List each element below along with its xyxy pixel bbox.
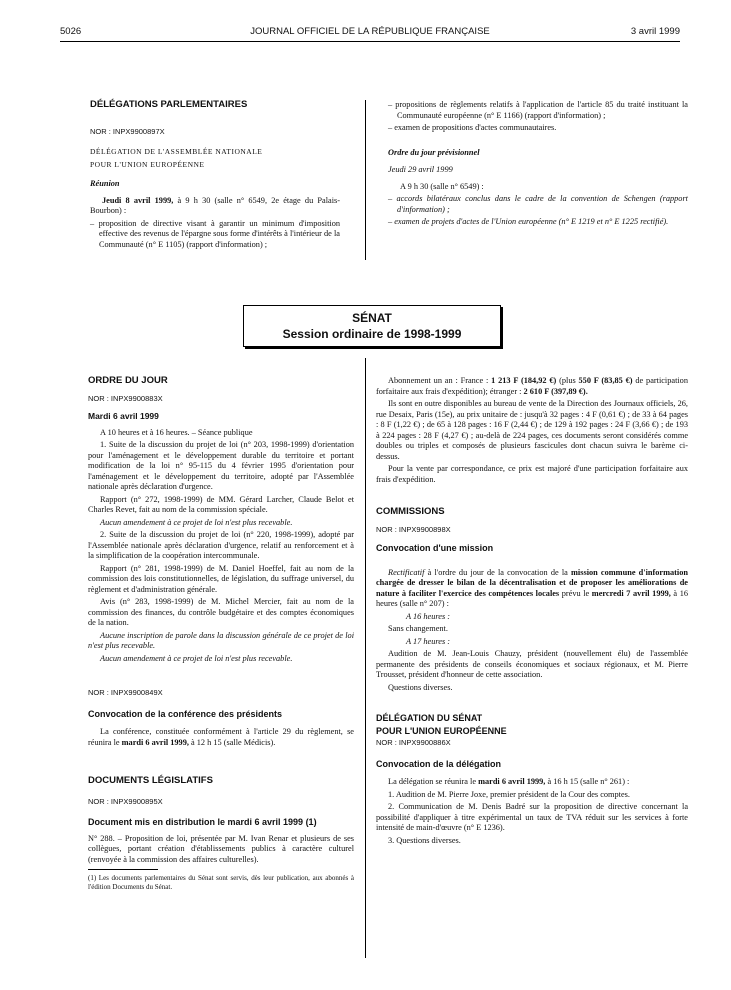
price-etranger: 2 610 F (397,89 €). — [523, 386, 588, 396]
right-column — [376, 376, 688, 848]
ordre-nor: NOR : INPX9900883X — [88, 393, 163, 403]
ordre-paragraph: Rapport (n° 272, 1998-1999) de MM. Gérard Larcher, Claude Belot et Charles Revet, fait au nom de la commission spéciale. — [88, 494, 354, 514]
delegations-continued — [388, 100, 688, 230]
ordre-paragraph: Rapport (n° 281, 1998-1999) de M. Daniel Hoeffel, fait au nom de la commission des lois constitutionnelles, de législation, du suffrage universel, du règlement et d'administration générale. — [88, 563, 354, 594]
agenda-item: – proposition de directive visant à garantir un minimum d'imposition effective des revenus de l'épargne sous forme d'intérêts à l'intérieur de la Communauté (n° E 1105) (rapport d'information) ; — [90, 218, 340, 249]
agenda-item: – examen de projets d'actes de l'Union européenne (n° E 1219 et n° E 1225 rectifié). — [388, 217, 669, 226]
mission-name: mission commune d'information chargée de dresser le bilan de la décentralisation et de proposer les améliorations de nature à faciliter l'exercice des compétences locales — [376, 567, 689, 598]
conference-text: La conférence, constituée conformément à l'article 29 du règlement, se réunira le — [88, 727, 354, 747]
commissions-title: COMMISSIONS — [376, 506, 445, 517]
page-header — [60, 26, 680, 40]
agenda-item: – examen de propositions d'actes communautaires. — [388, 123, 557, 132]
agenda-item: – accords bilatéraux conclus dans le cadre de la convention de Schengen (rapport d'information) ; — [388, 194, 688, 214]
conference-nor: NOR : INPX9900849X — [88, 688, 163, 697]
reunion-heading: Réunion — [90, 179, 120, 188]
previsionnel-date: Jeudi 29 avril 1999 — [388, 165, 453, 174]
commissions-paragraph: Questions diverses. — [388, 682, 453, 692]
delegation-senat-nor: NOR : INPX9900886X — [376, 738, 451, 747]
senat-title: SÉNAT — [352, 311, 392, 325]
senat-session: Session ordinaire de 1998-1999 — [282, 327, 462, 341]
delegation-senat-subtitle: Convocation de la délégation — [376, 758, 502, 769]
abonnement-paragraph: Pour la vente par correspondance, ce prix est majoré d'une participation forfaitaire aux frais d'expédition. — [376, 464, 688, 484]
commissions-paragraph: Audition de M. Jean-Louis Chauzy, président (nouvellement élu) de l'assemblée permanente des présidents de conseils économiques et sociaux régionaux, et M. Pierre Trousset, président d'honneur de cette association. — [376, 649, 688, 679]
reunion-date — [90, 196, 340, 217]
previsionnel-heading: Ordre du jour prévisionnel — [388, 147, 480, 157]
mission-date: mercredi 7 avril 1999, — [591, 588, 671, 598]
delegation-senat-title1: DÉLÉGATION DU SÉNAT — [376, 713, 483, 723]
delegation-org: DÉLÉGATION DE L'ASSEMBLÉE NATIONALE — [90, 147, 263, 156]
documents-paragraph: N° 288. – Proposition de loi, présentée par M. Ivan Renar et plusieurs de ses collègues, portant création d'établissements publics à caractère culturel (renvoyée à la commission des affaires culturelles). — [88, 833, 354, 864]
reunion-date-bold: Jeudi 8 avril 1999, — [102, 195, 174, 205]
conference-paragraph — [88, 727, 354, 748]
ordre-paragraph: Avis (n° 283, 1998-1999) de M. Michel Mercier, fait au nom de la commission des finances, du contrôle budgétaire et des comptes économiques de la nation. — [88, 597, 354, 627]
issue-date: 3 avril 1999 — [630, 26, 680, 37]
abonnement-text: (plus — [556, 376, 579, 385]
header-rule — [60, 41, 680, 42]
journal-title: JOURNAL OFFICIEL DE LA RÉPUBLIQUE FRANÇAISE — [250, 26, 490, 37]
ordre-paragraph: Aucune inscription de parole dans la discussion générale de ce projet de loi n'est plus recevable. — [88, 630, 354, 650]
delegations-section — [90, 100, 340, 252]
commissions-paragraph — [376, 568, 688, 610]
footnote-rule — [88, 869, 158, 870]
previsionnel-time: A 9 h 30 (salle n° 6549) : — [400, 181, 484, 191]
delegation-senat-paragraph: 1. Audition de M. Pierre Joxe, premier président de la Cour des comptes. — [388, 789, 630, 799]
conference-text-end: à 12 h 15 (salle Médicis). — [188, 737, 276, 747]
delegations-title: DÉLÉGATIONS PARLEMENTAIRES — [90, 99, 248, 110]
delegation-senat-paragraph — [376, 777, 688, 788]
ordre-time: A 10 heures et à 16 heures. – Séance publique — [100, 427, 253, 437]
commissions-time: A 17 heures : — [406, 636, 451, 646]
delegation-text: La délégation se réunira le — [388, 777, 479, 786]
delegation-org2: POUR L'UNION EUROPÉENNE — [90, 159, 205, 169]
senat-banner — [243, 305, 501, 347]
footnote: (1) Les documents parlementaires du Sénat sont servis, dès leur publication, aux abonnés à l'édition Documents du Sénat. — [88, 874, 354, 891]
abonnement-text: de participation forfaitaire aux frais d'expédition); étranger : — [376, 376, 688, 396]
commissions-subtitle: Convocation d'une mission — [376, 543, 494, 553]
rectificatif: Rectificatif — [388, 567, 425, 577]
column-rule-top — [365, 100, 366, 260]
commissions-text: prévu le — [559, 588, 592, 598]
abonnement-text: Abonnement un an : France : — [388, 376, 492, 385]
reunion-date-rest: à 9 h 30 (salle n° 6549, 2e étage du Palais-Bourbon) : — [90, 195, 340, 215]
delegation-senat-paragraph: 2. Communication de M. Denis Badré sur la proposition de directive concernant la possibilité d'appliquer à titre expérimental un taux de TVA réduit sur les services à forte intensité de main-d'œuvre (n° E 1236). — [376, 802, 688, 832]
page-number: 5026 — [60, 26, 82, 37]
ordre-paragraph: 1. Suite de la discussion du projet de loi (n° 203, 1998-1999) d'orientation pour l'aménagement et le développement durable du territoire et portant modification de la loi n° 95-115 du 4 février 1995 d'orientation pour l'aménagement et le développement du territoire, adopté par l'Assemblée nationale après déclaration d'urgence. — [88, 440, 354, 491]
ordre-date: Mardi 6 avril 1999 — [88, 411, 159, 421]
commissions-paragraph: Sans changement. — [388, 624, 448, 633]
commissions-time: A 16 heures : — [406, 611, 451, 621]
abonnement-paragraph: Ils sont en outre disponibles au bureau de vente de la Direction des Journaux officiels, 26, rue Desaix, Paris (15e), au prix unitaire de : jusqu'à 32 pages : 4 F (0,61 €) ; de 33 à 64 pages : 8 F (1,22 €) ; de 65 à 128 pages : 16 F (2,44 €) ; de 129 à 192 pages : 24 F (3,66 €) ; de 193 à 224 pages : 28 F (4,27 €) ; au-delà de 224 pages, ces documents seront considérés comme doubles ou triples et composés de plusieurs fascicules dont chacun suivra le barème ci-dessus. — [376, 399, 688, 461]
delegation-senat-paragraph: 3. Questions diverses. — [388, 835, 461, 845]
delegation-text-end: à 16 h 15 (salle n° 261) : — [545, 777, 630, 786]
delegation-date: mardi 6 avril 1999, — [478, 777, 546, 786]
agenda-item: – propositions de règlements relatifs à l'application de l'article 85 du traité instituant la Communauté européenne (n° E 1166) (rapport d'information) ; — [388, 100, 688, 120]
documents-nor: NOR : INPX9900895X — [88, 796, 163, 806]
ordre-paragraph: Aucun amendement à ce projet de loi n'est plus recevable. — [100, 517, 293, 527]
documents-subtitle: Document mis en distribution le mardi 6 avril 1999 (1) — [88, 817, 317, 827]
conference-title: Convocation de la conférence des présidents — [88, 708, 283, 719]
delegation-senat-title2: POUR L'UNION EUROPÉENNE — [376, 725, 507, 736]
price-expedition: 550 F (83,85 €) — [578, 376, 633, 385]
left-column — [88, 376, 354, 893]
delegations-nor: NOR : INPX9900897X — [90, 126, 165, 136]
commissions-text: à l'ordre du jour de la convocation de la — [424, 567, 572, 577]
commissions-text: à 16 heures (salle n° 207) : — [376, 588, 688, 608]
documents-title: DOCUMENTS LÉGISLATIFS — [88, 775, 213, 786]
column-rule — [365, 358, 366, 958]
ordre-du-jour-title: ORDRE DU JOUR — [88, 375, 168, 386]
conference-date: mardi 6 avril 1999, — [121, 737, 189, 747]
price-france: 1 213 F (184,92 €) — [491, 376, 557, 385]
ordre-paragraph: Aucun amendement à ce projet de loi n'est plus recevable. — [100, 653, 293, 663]
commissions-nor: NOR : INPX9900898X — [376, 524, 451, 534]
abonnement-paragraph — [376, 376, 688, 397]
ordre-paragraph: 2. Suite de la discussion du projet de loi (n° 220, 1998-1999), adopté par l'Assemblée nationale après déclaration d'urgence, relatif au renforcement et à la simplification de la coopération intercommunale. — [88, 530, 354, 560]
